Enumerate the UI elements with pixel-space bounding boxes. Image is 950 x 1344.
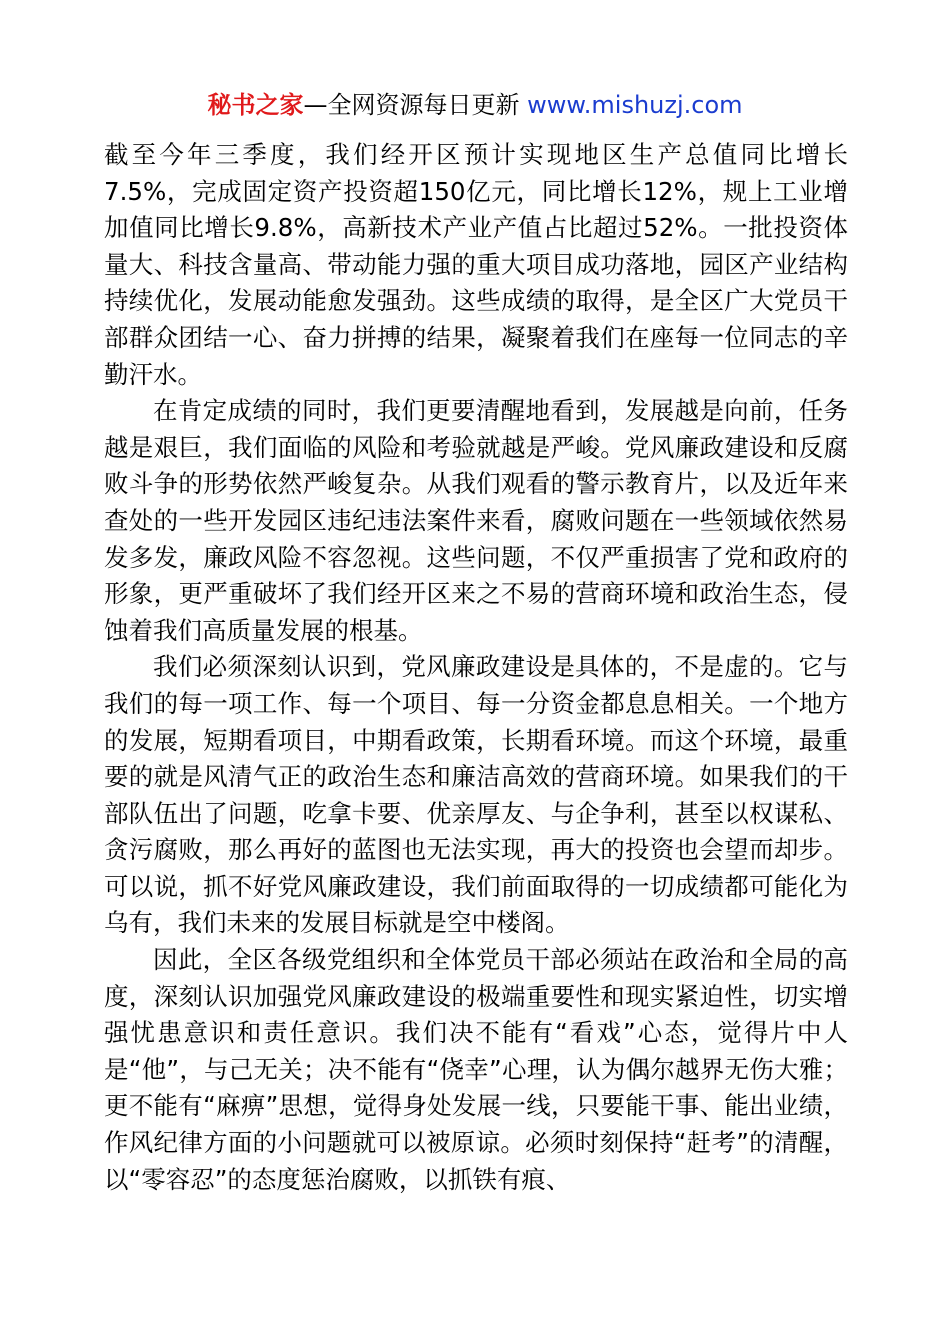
paragraph-3: 我们必须深刻认识到，党风廉政建设是具体的，不是虚的。它与我们的每一项工作、每一个项目、每一分资金都息息相关。一个地方的发展，短期看项目，中期看政策，长期看环境。而这个环境，最重要的就是风清气正的政治生态和廉洁高效的营商环境。如果我们的干部队伍出了问题，吃拿卡要、优亲厚友、与企争利，甚至以权谋私、贪污腐败，那么再好的蓝图也无法实现，再大的投资也会望而却步。可以说，抓不好党风廉政建设，我们前面取得的一切成绩都可能化为乌有，我们未来的发展目标就是空中楼阁。: [104, 652, 848, 938]
paragraph-1: 截至今年三季度，我们经开区预计实现地区生产总值同比增长7.5%，完成固定资产投资超150亿元，同比增长12%，规上工业增加值同比增长9.8%，高新技术产业产值占比超过52%。一批投资体量大、科技含量高、带动能力强的重大项目成功落地，园区产业结构持续优化，发展动能愈发强劲。这些成绩的取得，是全区广大党员干部群众团结一心、奋力拼搏的结果，凝聚着我们在座每一位同志的辛勤汗水。: [104, 140, 848, 389]
site-url[interactable]: www.mishuzj.com: [527, 91, 743, 119]
document-body: [104, 137, 848, 1198]
paragraph-2: 在肯定成绩的同时，我们更要清醒地看到，发展越是向前，任务越是艰巨，我们面临的风险和考验就越是严峻。党风廉政建设和反腐败斗争的形势依然严峻复杂。从我们观看的警示教育片，以及近年来查处的一些开发园区违纪违法案件来看，腐败问题在一些领域依然易发多发，廉政风险不容忽视。这些问题，不仅严重损害了党和政府的形象，更严重破坏了我们经开区来之不易的营商环境和政治生态，侵蚀着我们高质量发展的根基。: [104, 396, 848, 645]
site-header: [0, 88, 950, 122]
paragraph-4: 因此，全区各级党组织和全体党员干部必须站在政治和全局的高度，深刻认识加强党风廉政建设的极端重要性和现实紧迫性，切实增强忧患意识和责任意识。我们决不能有“看戏”心态，觉得片中人是“他”，与己无关；决不能有“侥幸”心理，认为偶尔越界无伤大雅；更不能有“麻痹”思想，觉得身处发展一线，只要能干事、能出业绩，作风纪律方面的小问题就可以被原谅。必须时刻保持“赶考”的清醒，以“零容忍”的态度惩治腐败，以抓铁有痕、: [104, 945, 848, 1194]
header-tagline: —全网资源每日更新: [303, 91, 528, 119]
brand-name: 秘书之家: [207, 91, 304, 119]
